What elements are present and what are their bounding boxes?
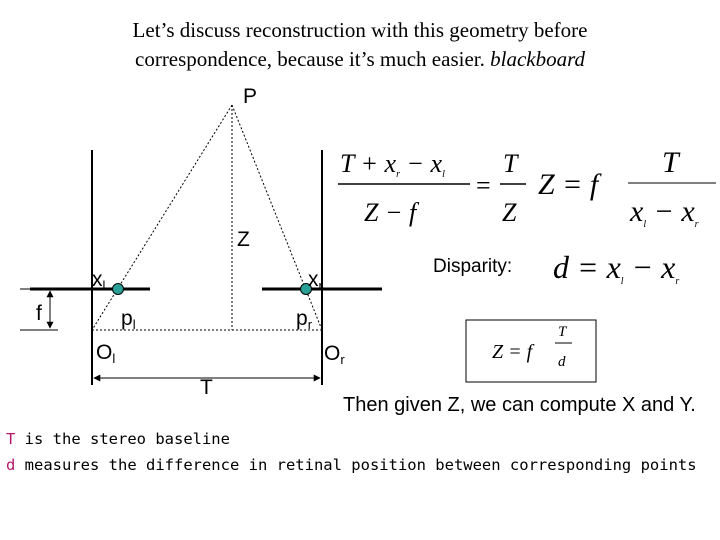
eq1-right-denominator: Z: [502, 198, 517, 227]
depth-equation: [538, 146, 716, 230]
eq1-right-numerator: T: [503, 149, 518, 178]
left-center-label: Ol: [96, 341, 116, 366]
similar-triangles-equation: [338, 149, 526, 227]
eq2-denominator: $x_l - x_r$: [630, 195, 699, 230]
boxed-eq-numerator: T: [558, 324, 567, 340]
right-p-label: pr: [296, 307, 313, 332]
eq2-lhs: Z = f: [538, 168, 599, 201]
right-x-label: xr: [308, 268, 323, 293]
disparity-note-text: measures the difference in retinal position between corresponding points: [15, 456, 697, 474]
disparity-equation: d = xl − xr: [553, 249, 680, 287]
boxed-eq-denominator: d: [558, 354, 566, 370]
compute-xy-statement: Then given Z, we can compute X and Y.: [343, 394, 696, 416]
baseline-t-label: T: [200, 376, 213, 399]
disparity-label: Disparity:: [433, 256, 513, 277]
focal-f-label: f: [36, 302, 42, 325]
left-ray: [92, 105, 232, 330]
disparity-note-key: d: [6, 456, 16, 474]
point-p-label: P: [243, 85, 258, 108]
title-italic-word: blackboard: [490, 47, 585, 71]
baseline-note-key: T: [6, 430, 16, 448]
left-image-point: [113, 284, 124, 295]
left-p-label: pl: [121, 307, 136, 332]
baseline-note-text: is the stereo baseline: [15, 430, 230, 448]
eq1-denominator: Z − f: [364, 198, 417, 227]
depth-z-label: Z: [237, 228, 250, 251]
baseline-note: [6, 430, 230, 448]
title-line-2-text: correspondence, because it’s much easier.: [135, 47, 485, 71]
title-line-1: Let’s discuss reconstruction with this geometry before: [132, 18, 588, 42]
boxed-eq-lhs: Z = f: [492, 341, 533, 363]
left-x-label: xl: [92, 268, 106, 293]
disparity-note: [6, 456, 697, 474]
right-ray: [232, 105, 322, 330]
eq1-numerator: T + xr − xl: [340, 149, 445, 180]
eq2-numerator: T: [662, 146, 679, 179]
right-center-label: Or: [324, 342, 345, 367]
eq1-equals: =: [476, 171, 491, 200]
